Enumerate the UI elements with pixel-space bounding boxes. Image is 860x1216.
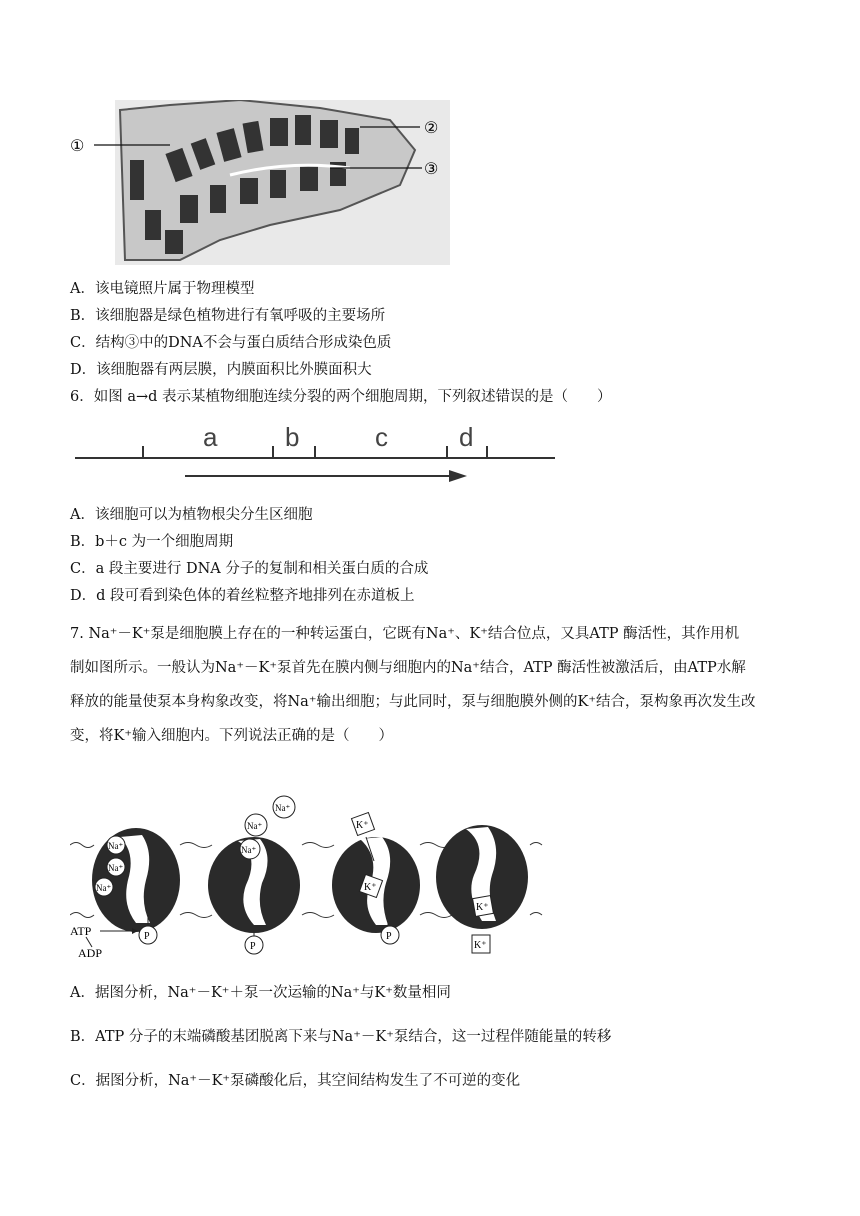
q7-stem-line-1: 7. Na⁺－K⁺泵是细胞膜上存在的一种转运蛋白，它既有Na⁺、K⁺结合位点，又具ATP 酶活性，其作用机 — [70, 626, 740, 642]
q7-option-c: C．据图分析，Na⁺－K⁺泵磷酸化后，其空间结构发生了不可逆的变化 — [70, 1073, 521, 1089]
pump-state-4 — [436, 825, 528, 953]
q6-option-d: D．d 段可看到染色体的着丝粒整齐地排列在赤道板上 — [70, 588, 415, 604]
na-label: Na⁺ — [108, 841, 124, 851]
q5-option-a: A．该电镜照片属于物理模型 — [70, 281, 255, 297]
phosphate-label: P — [144, 931, 150, 942]
q7-stem-line-2: 制如图所示。一般认为Na⁺－K⁺泵首先在膜内侧与细胞内的Na⁺结合，ATP 酶活性被激活后，由ATP水解 — [70, 660, 746, 676]
segment-label-c: c — [375, 422, 388, 452]
na-label: Na⁺ — [247, 821, 263, 831]
figure-label-3: ③ — [424, 159, 439, 178]
pump-state-2 — [208, 796, 300, 954]
phosphate-label: P — [250, 941, 256, 952]
q6-option-c: C．a 段主要进行 DNA 分子的复制和相关蛋白质的合成 — [70, 561, 429, 577]
k-label: K⁺ — [476, 902, 489, 913]
segment-label-a: a — [203, 422, 218, 452]
na-label: Na⁺ — [96, 883, 112, 893]
segment-label-b: b — [285, 422, 300, 452]
na-label: Na⁺ — [275, 803, 291, 813]
q6-option-b: B．b＋c 为一个细胞周期 — [70, 534, 234, 550]
q5-option-c: C．结构③中的DNA不会与蛋白质结合形成染色质 — [70, 335, 392, 351]
q7-stem — [70, 617, 792, 753]
figure-label-1: ① — [70, 136, 85, 155]
q6-stem: 6．如图 a→d 表示某植物细胞连续分裂的两个细胞周期，下列叙述错误的是（ ） — [70, 389, 612, 405]
q7-stem-line-4: 变，将K⁺输入细胞内。下列说法正确的是（ ） — [70, 728, 393, 744]
figure-label-2: ② — [424, 118, 439, 137]
mitochondrion-micrograph — [70, 100, 460, 265]
cell-cycle-timeline — [75, 420, 565, 490]
atp-label: ATP — [70, 924, 92, 938]
sodium-potassium-pump-diagram — [70, 795, 550, 970]
na-label: Na⁺ — [108, 863, 124, 873]
pump-state-3 — [332, 812, 420, 944]
q6-option-a: A．该细胞可以为植物根尖分生区细胞 — [70, 507, 313, 523]
phosphate-label: P — [386, 931, 392, 942]
segment-label-d: d — [459, 422, 474, 452]
k-label: K⁺ — [364, 882, 377, 893]
na-label: Na⁺ — [241, 845, 257, 855]
q7-stem-line-3: 释放的能量使泵本身构象改变，将Na⁺输出细胞；与此同时，泵与细胞膜外侧的K⁺结合，泵构象再次发生改 — [70, 694, 756, 710]
k-label: K⁺ — [356, 820, 369, 831]
adp-label: ADP — [78, 946, 103, 960]
q5-option-d: D．该细胞器有两层膜，内膜面积比外膜面积大 — [70, 362, 372, 378]
k-label: K⁺ — [474, 940, 487, 951]
q7-option-a: A．据图分析，Na⁺－K⁺＋泵一次运输的Na⁺与K⁺数量相同 — [70, 985, 451, 1001]
q7-option-b: B．ATP 分子的末端磷酸基团脱离下来与Na⁺－K⁺泵结合，这一过程伴随能量的转移 — [70, 1029, 612, 1045]
q5-option-b: B．该细胞器是绿色植物进行有氧呼吸的主要场所 — [70, 308, 386, 324]
